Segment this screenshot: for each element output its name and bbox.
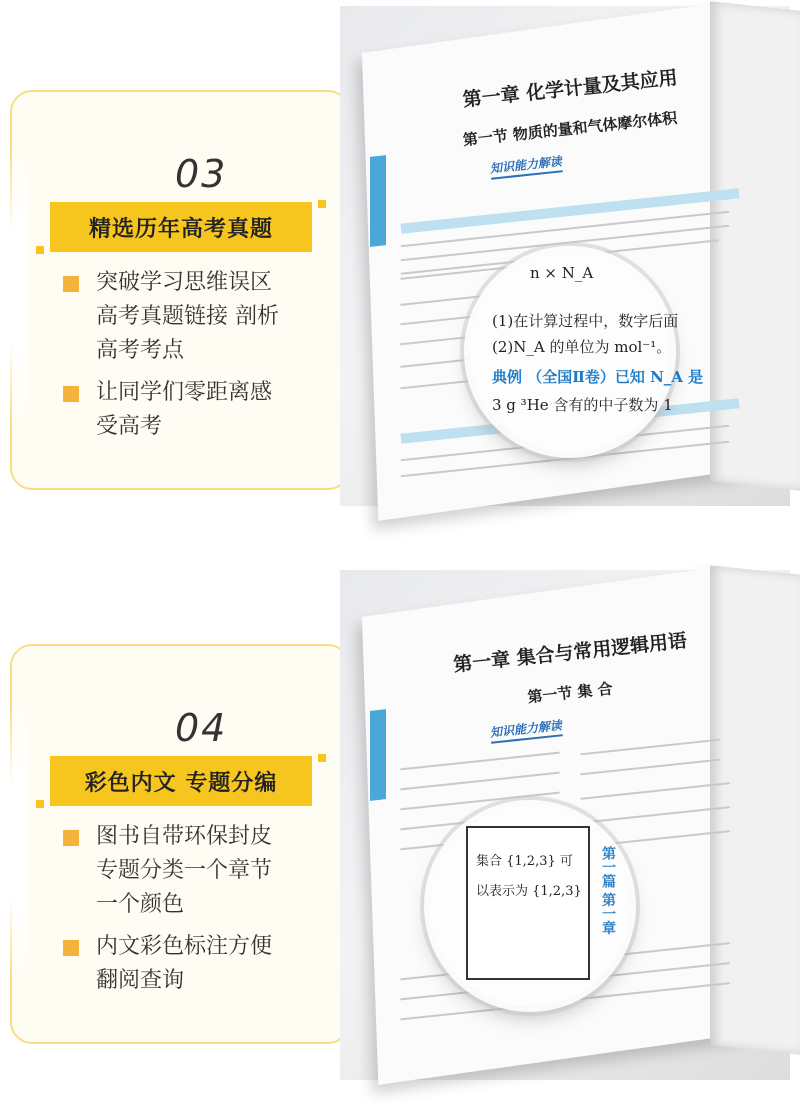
bullet-item bbox=[56, 376, 336, 444]
square-bullet-icon bbox=[63, 830, 79, 846]
feature-banner bbox=[50, 202, 312, 252]
bullet-text: 突破学习思维误区 高考真题链接 剖析 高考考点 bbox=[96, 270, 279, 363]
square-bullet-icon bbox=[63, 940, 79, 956]
feature-card bbox=[10, 644, 350, 1044]
chapter-side-tab bbox=[370, 155, 386, 247]
magnified-formula: n × N_A bbox=[530, 264, 594, 282]
feature-number: 03 bbox=[175, 152, 228, 196]
knowledge-label: 知识能力解读 bbox=[489, 716, 563, 743]
bullet-text: 内文彩色标注方便 翻阅查询 bbox=[96, 934, 273, 993]
magnified-text: 3 g ³He 含有的中子数为 1 bbox=[492, 396, 673, 414]
magnified-text: (1)在计算过程中，数字后面 bbox=[492, 312, 679, 330]
section-title: 第一节 集 合 bbox=[526, 679, 614, 707]
bullet-text: 图书自带环保封皮 专题分类一个章节 一个颜色 bbox=[96, 824, 273, 917]
magnified-text: 以表示为 {1,2,3} bbox=[476, 884, 582, 899]
magnified-part-label: 第一篇 bbox=[600, 846, 616, 888]
feature-banner-text: 彩色内文 专题分编 bbox=[84, 770, 278, 796]
feature-bullets bbox=[56, 820, 336, 1006]
magnifier-lens bbox=[430, 806, 630, 1006]
bullet-text: 让同学们零距离感 受高考 bbox=[96, 380, 273, 439]
feature-banner bbox=[50, 756, 312, 806]
bullet-item bbox=[56, 266, 336, 368]
square-bullet-icon bbox=[63, 276, 79, 292]
feature-section-03 bbox=[0, 66, 790, 516]
bullet-item bbox=[56, 930, 336, 998]
feature-section-04 bbox=[0, 630, 790, 1070]
chapter-title: 第一章 化学计量及其应用 bbox=[461, 66, 679, 112]
section-title: 第一节 物质的量和气体摩尔体积 bbox=[462, 108, 679, 150]
square-bullet-icon bbox=[63, 386, 79, 402]
magnified-example: 典例 （全国Ⅱ卷）已知 N_A 是 bbox=[492, 368, 704, 386]
magnified-chapter-label: 第一章 bbox=[600, 892, 616, 935]
magnified-text: (2)N_A 的单位为 mol⁻¹。 bbox=[492, 338, 672, 356]
feature-card bbox=[10, 90, 350, 490]
magnified-note-box bbox=[466, 826, 590, 980]
chapter-side-tab bbox=[370, 709, 386, 801]
feature-bullets bbox=[56, 266, 336, 452]
bullet-item bbox=[56, 820, 336, 922]
feature-banner-text: 精选历年高考真题 bbox=[88, 216, 273, 242]
magnified-text: 集合 {1,2,3} 可 bbox=[476, 854, 573, 869]
feature-number: 04 bbox=[175, 706, 228, 750]
chapter-title: 第一章 集合与常用逻辑用语 bbox=[452, 629, 688, 677]
magnified-chapter-tab bbox=[588, 846, 618, 966]
magnifier-lens bbox=[470, 252, 704, 452]
knowledge-label: 知识能力解读 bbox=[489, 152, 563, 179]
